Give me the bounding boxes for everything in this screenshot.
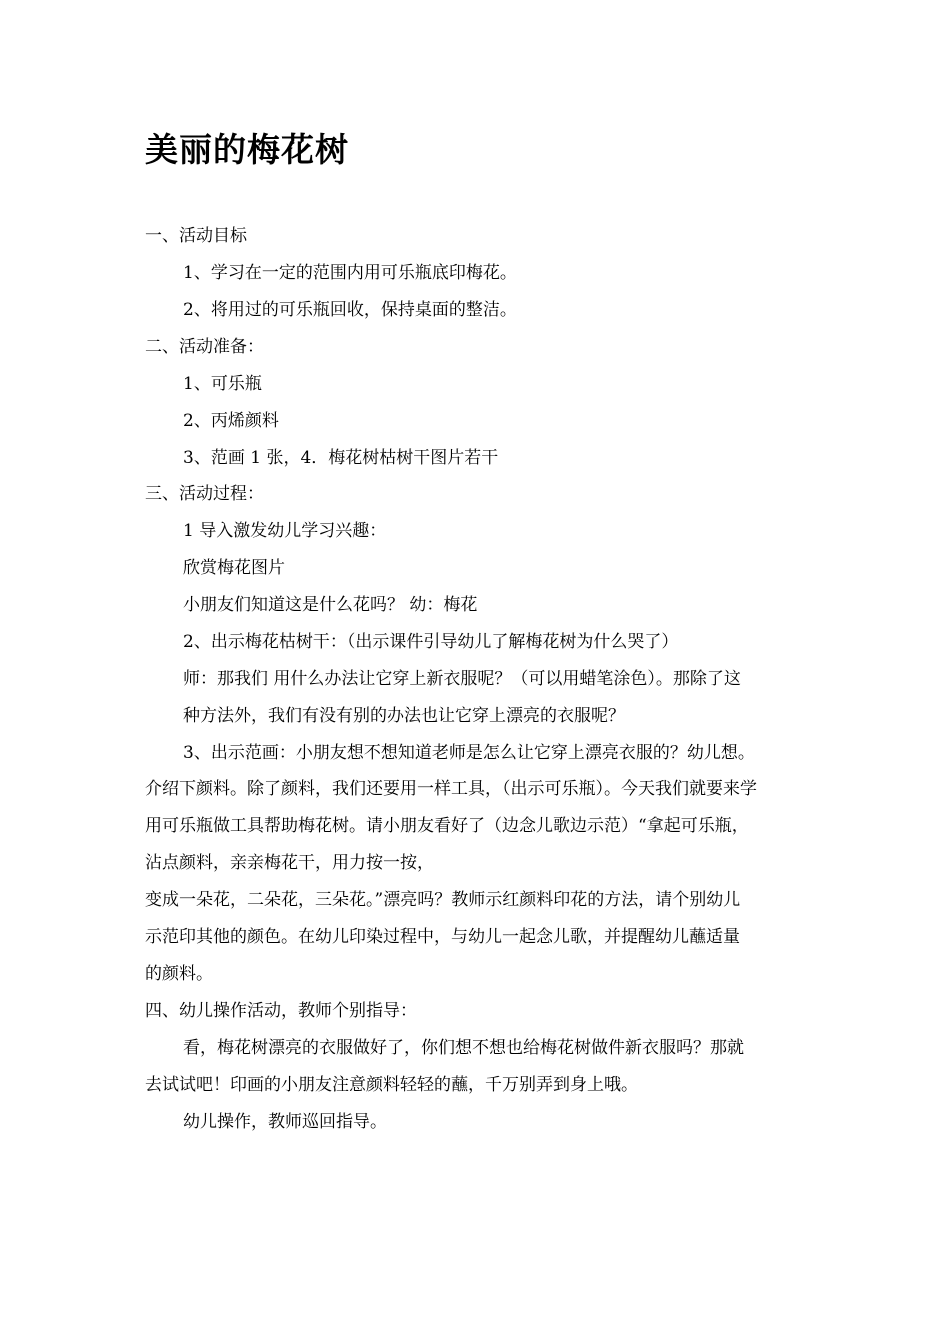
preparation-item-2: 2、丙烯颜料 <box>183 411 279 431</box>
process-step-2: 2、出示梅花枯树干：（出示课件引导幼儿了解梅花树为什么哭了） <box>183 632 679 652</box>
process-text-line: 沾点颜料，亲亲梅花干，用力按一按， <box>145 853 434 873</box>
process-text-line: 种方法外，我们有没有别的办法也让它穿上漂亮的衣服呢？ <box>183 706 625 726</box>
goal-item-2: 2、将用过的可乐瓶回收，保持桌面的整洁。 <box>183 300 517 320</box>
process-text-line: 变成一朵花，二朵花，三朵花。”漂亮吗？教师示红颜料印花的方法，请个别幼儿 <box>145 890 741 910</box>
process-text-line: 欣赏梅花图片 <box>183 558 285 578</box>
preparation-item-1: 1、可乐瓶 <box>183 374 262 394</box>
process-step-3: 3、出示范画：小朋友想不想知道老师是怎么让它穿上漂亮衣服的？幼儿想。 <box>183 743 755 763</box>
process-text-line: 小朋友们知道这是什么花吗？ 幼：梅花 <box>183 595 478 615</box>
section-heading-process: 三、活动过程： <box>145 484 264 504</box>
process-step-1: 1 导入激发幼儿学习兴趣： <box>183 521 387 541</box>
process-text-line: 的颜料。 <box>145 964 213 984</box>
activity-text-line: 幼儿操作，教师巡回指导。 <box>183 1112 387 1132</box>
activity-text-line: 去试试吧！印画的小朋友注意颜料轻轻的蘸，千万别弄到身上哦。 <box>145 1075 638 1095</box>
goal-item-1: 1、学习在一定的范围内用可乐瓶底印梅花。 <box>183 263 517 283</box>
document-title: 美丽的梅花树 <box>145 130 349 169</box>
section-heading-activity: 四、幼儿操作活动，教师个别指导： <box>145 1001 417 1021</box>
process-text-line: 示范印其他的颜色。在幼儿印染过程中，与幼儿一起念儿歌，并提醒幼儿蘸适量 <box>145 927 740 947</box>
process-text-line: 师：那我们 用什么办法让它穿上新衣服呢？（可以用蜡笔涂色）。那除了这 <box>183 669 741 689</box>
preparation-item-3: 3、范画 1 张，4．梅花树枯树干图片若干 <box>183 448 499 468</box>
section-heading-goals: 一、活动目标 <box>145 226 247 246</box>
process-text-line: 介绍下颜料。除了颜料，我们还要用一样工具，（出示可乐瓶）。今天我们就要来学 <box>145 779 757 799</box>
activity-text-line: 看，梅花树漂亮的衣服做好了，你们想不想也给梅花树做件新衣服吗？那就 <box>183 1038 744 1058</box>
section-heading-preparation: 二、活动准备： <box>145 337 264 357</box>
process-text-line: 用可乐瓶做工具帮助梅花树。请小朋友看好了（边念儿歌边示范）“拿起可乐瓶， <box>145 816 749 836</box>
